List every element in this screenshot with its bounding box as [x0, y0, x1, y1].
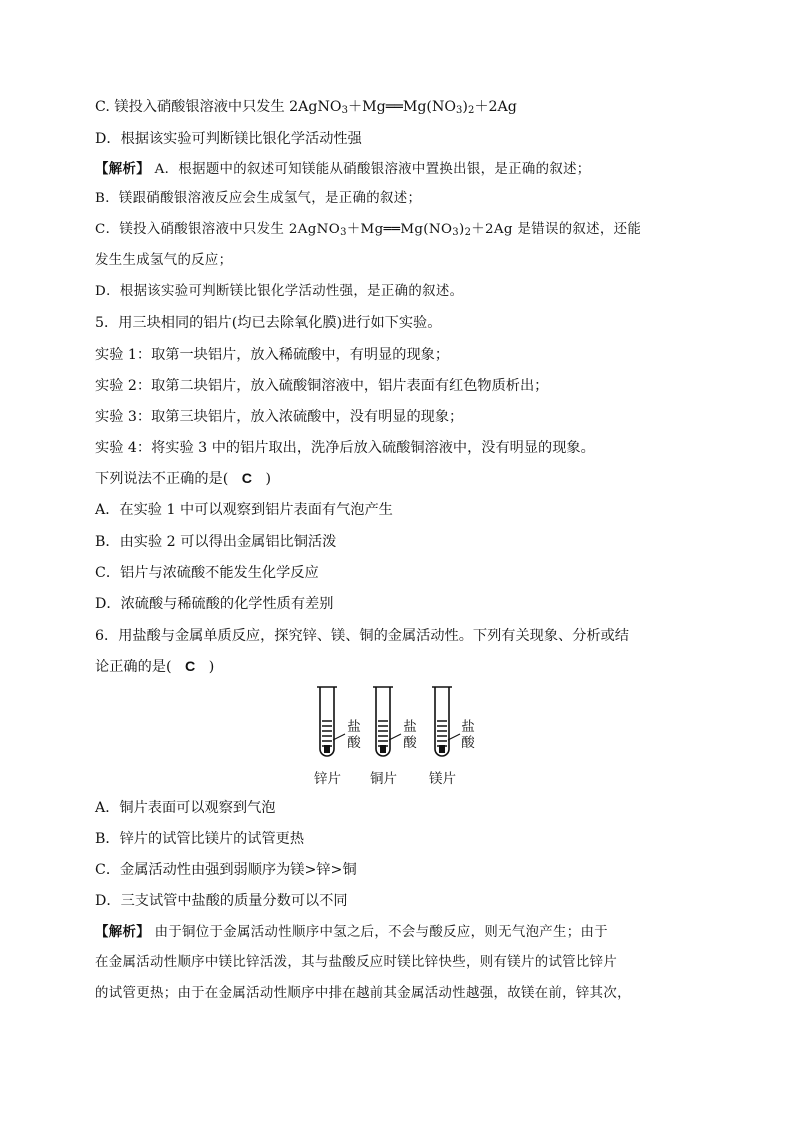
acid-label-bottom-2: 酸 — [403, 735, 417, 751]
q4-option-d: D．根据该实验可判断镁比银化学活动性强 — [95, 131, 362, 147]
q6-option-d: D．三支试管中盐酸的质量分数可以不同 — [95, 893, 348, 909]
tube-label-zinc: 锌片 — [314, 771, 341, 787]
q6-stem-1: 6．用盐酸与金属单质反应，探究锌、镁、铜的金属活动性。下列有关现象、分析或结 — [95, 628, 629, 644]
q4-analysis-a: 【解析】 A．根据题中的叙述可知镁能从硝酸银溶液中置换出银，是正确的叙述； — [95, 161, 591, 177]
q6-stem-2: 论正确的是( C ) — [95, 659, 215, 675]
acid-label-top-2: 盐 — [403, 719, 417, 735]
q5-option-a: A．在实验 1 中可以观察到铝片表面有气泡产生 — [95, 502, 393, 518]
q6-option-b: B．锌片的试管比镁片的试管更热 — [95, 831, 305, 847]
acid-label-bottom-1: 酸 — [347, 735, 361, 751]
q4-analysis-d: D．根据该实验可判断镁比银化学活动性强，是正确的叙述。 — [95, 284, 464, 299]
q5-answer: C — [241, 471, 253, 487]
q5-option-c: C．铝片与浓硫酸不能发生化学反应 — [95, 565, 319, 581]
q6-analysis-1: 【解析】 由于铜位于金属活动性顺序中氢之后，不会与酸反应，则无气泡产生；由于 — [95, 924, 609, 940]
test-tube-magnesium — [432, 687, 460, 756]
acid-label-top-3: 盐 — [461, 719, 475, 735]
q5-experiment-1: 实验 1：取第一块铝片，放入稀硫酸中，有明显的现象； — [95, 347, 450, 363]
tube-label-magnesium: 镁片 — [429, 771, 456, 787]
analysis-tag: 【解析】 — [95, 161, 150, 177]
q5-option-d: D．浓硫酸与稀硫酸的化学性质有差别 — [95, 596, 334, 612]
q4-analysis-b: B．镁跟硝酸银溶液反应会生成氢气，是正确的叙述； — [95, 191, 422, 206]
q5-experiment-3: 实验 3：取第三块铝片，放入浓硫酸中，没有明显的现象； — [95, 409, 464, 425]
q5-experiment-2: 实验 2：取第二块铝片，放入硫酸铜溶液中，铝片表面有红色物质析出； — [95, 378, 549, 394]
q6-analysis-3: 的试管更热；由于在金属活动性顺序中排在越前其金属活动性越强，故镁在前，锌其次， — [95, 986, 631, 1001]
q5-question: 下列说法不正确的是( C ) — [95, 471, 272, 487]
q4-analysis-equation: $2AgNO_3+Mg══Mg(NO_3)_2+2Ag$ — [284, 222, 513, 238]
q6-answer: C — [185, 659, 196, 675]
analysis-tag: 【解析】 — [95, 924, 150, 940]
q4-analysis-c-cont: 发生生成氢气的反应； — [95, 253, 233, 268]
acid-label-bottom-3: 酸 — [461, 735, 475, 751]
acid-label-top-1: 盐 — [347, 719, 361, 735]
q5-stem: 5．用三块相同的铝片(均已去除氧化膜)进行如下实验。 — [95, 315, 442, 331]
q4-option-c: C. 镁投入硝酸银溶液中只发生 $2AgNO_3+Mg══Mg(NO_3)_2+2Ag$ — [95, 99, 517, 116]
q6-option-c: C．金属活动性由强到弱顺序为镁>锌>铜 — [95, 862, 357, 878]
q4-option-c-label: C. — [95, 99, 110, 115]
q5-experiment-4: 实验 4：将实验 3 中的铝片取出，洗净后放入硫酸铜溶液中，没有明显的现象。 — [95, 440, 595, 456]
q6-analysis-2: 在金属活动性顺序中镁比锌活泼，其与盐酸反应时镁比锌快些，则有镁片的试管比锌片 — [95, 955, 618, 970]
q6-option-a: A．铜片表面可以观察到气泡 — [95, 800, 276, 816]
q4-option-c-equation: $2AgNO_3+Mg══Mg(NO_3)_2+2Ag$ — [284, 99, 517, 116]
q4-analysis-c: C．镁投入硝酸银溶液中只发生 $2AgNO_3+Mg══Mg(NO_3)_2+2Ag$ 是错误的叙述，还能 — [95, 222, 642, 238]
q5-option-b: B．由实验 2 可以得出金属铝比铜活泼 — [95, 534, 337, 550]
tube-label-copper: 铜片 — [370, 771, 397, 787]
test-tube-figure — [300, 681, 500, 791]
test-tube-copper — [373, 687, 401, 756]
test-tube-zinc — [317, 687, 345, 756]
